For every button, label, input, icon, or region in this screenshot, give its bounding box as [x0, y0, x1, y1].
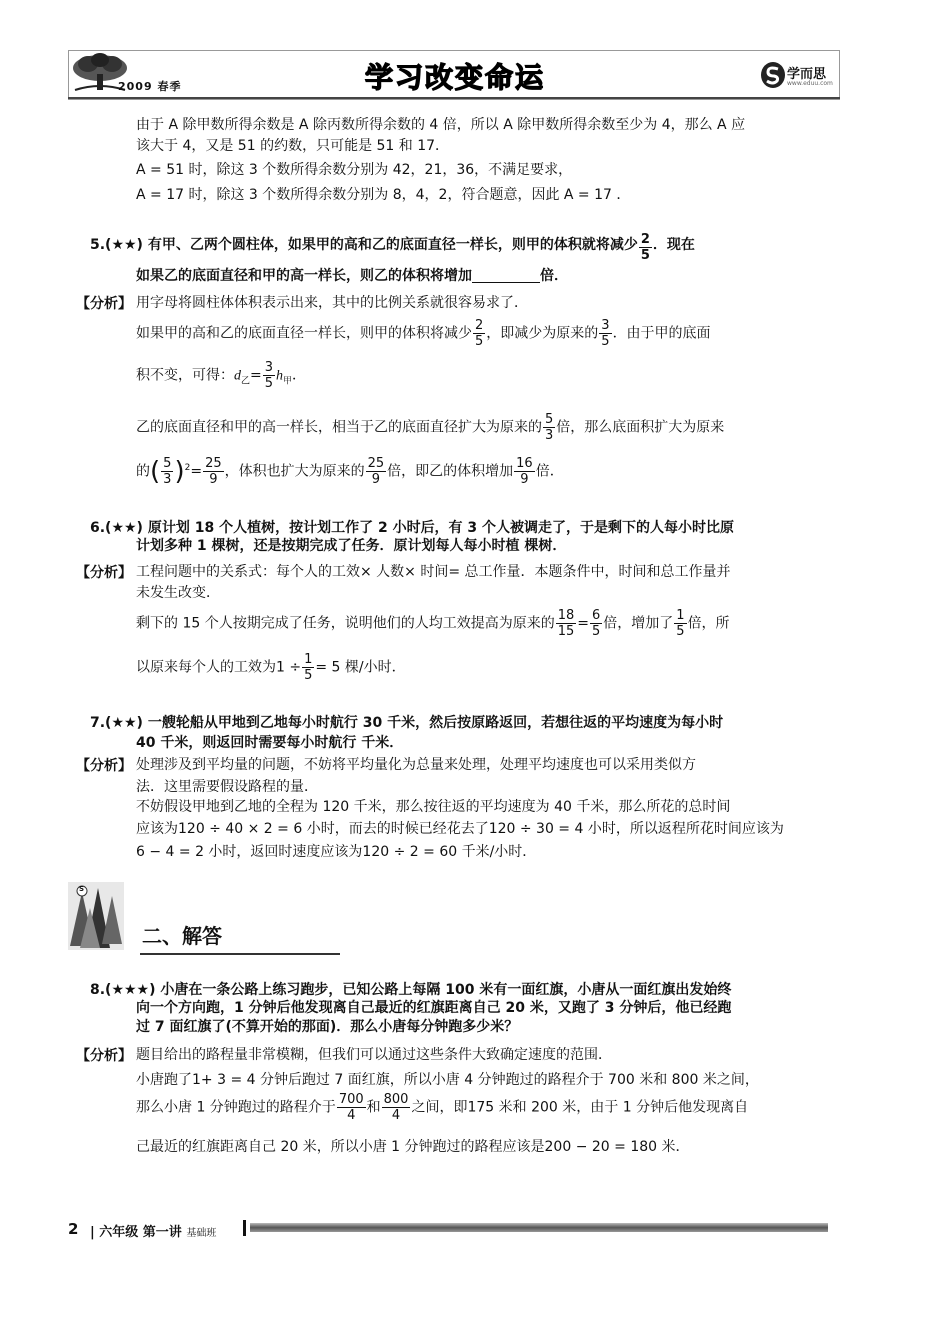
q7-analysis-3: 不妨假设甲地到乙地的全程为 120 千米，那么按往返的平均速度为 40 千米，那么所花的总时间 — [136, 799, 731, 815]
q8-analysis-2: 小唐跑了1+ 3 = 4 分钟后跑过 7 面红旗，所以小唐 4 分钟跑过的路程介于 700 米和 800 米之间， — [136, 1072, 759, 1088]
q8-analysis-tag: 【分析】 — [76, 1048, 132, 1064]
footer-separator — [243, 1220, 246, 1236]
q5-number: 5.(★★) — [90, 237, 143, 253]
p4-line-3: A = 51 时，除这 3 个数所得余数分别为 42，21，36，不满足要求， — [136, 162, 573, 178]
page-number: 2 — [68, 1220, 79, 1238]
q5-analysis-3: 积不变，可得：$d_乙=$ $\frac{3}{5}$ $h_甲$． — [136, 360, 307, 391]
q5-frac: $\frac{2}{5}$ — [640, 232, 650, 263]
xueersi-logo-icon — [760, 60, 786, 90]
p4-line-2: 该大于 4，又是 51 的约数，只可能是 51 和 17． — [136, 138, 450, 154]
q7-question: 7.(★★) 一艘轮船从甲地到乙地每小时航行 30 千米，然后按原路返回，若想往返的平均速度为每小时 — [90, 715, 724, 731]
q6-question-line-2: 计划多种 1 棵树，还是按期完成了任务．原计划每人每小时植 棵树． — [136, 538, 567, 554]
q5-analysis-4: 乙的底面直径和甲的高一样长，相当于乙的底面直径扩大为原来的 $\frac{5}{3}$ 倍，那么底面积扩大为原来 — [136, 412, 725, 443]
section-rule — [140, 953, 340, 955]
q5-text-1: 有甲、乙两个圆柱体，如果甲的高和乙的底面直径一样长，则甲的体积就将减少 — [147, 237, 638, 253]
header-brand: 学而思 — [787, 67, 827, 82]
footer-lesson: | 六年级 第一讲 基础班 — [90, 1225, 217, 1240]
q7-analysis-1: 处理涉及到平均量的问题，不妨将平均量化为总量来处理，处理平均速度也可以采用类似方 — [136, 757, 696, 773]
q5-analysis-2: 如果甲的高和乙的底面直径一样长，则甲的体积将减少 $\frac{2}{5}$ ，即减少为原来的 $\frac{3}{5}$ ．由于甲的底面 — [136, 318, 711, 349]
q5-question-line-2: 如果乙的底面直径和甲的高一样长，则乙的体积将增加 倍． — [136, 268, 568, 284]
header-slogan: 学习改变命运 — [364, 61, 545, 94]
q7-question-line-2: 40 千米，则返回时需要每小时航行 千米． — [136, 735, 404, 751]
q8-number: 8.(★★★) — [90, 982, 156, 998]
q8-question: 8.(★★★) 小唐在一条公路上练习跑步，已知公路上每隔 100 米有一面红旗，小唐从一面红旗出发始终 — [90, 982, 732, 998]
q5-analysis-tag: 【分析】 — [76, 296, 132, 312]
q6-analysis-4: 以原来每个人的工效为1 ÷ $\frac{1}{5}$ = 5 棵/小时． — [136, 652, 406, 683]
p4-line-4: A = 17 时，除这 3 个数所得余数分别为 8，4，2，符合题意，因此 A = 17 ． — [136, 187, 631, 203]
q7-analysis-tag: 【分析】 — [76, 758, 132, 774]
q6-analysis-tag: 【分析】 — [76, 565, 132, 581]
q8-analysis-3: 那么小唐 1 分钟跑过的路程介于 $\frac{700}{4}$ 和 $\frac{800}{4}$ 之间，即175 米和 200 米，由于 1 分钟后他发现离自 — [136, 1092, 749, 1123]
footer-bar — [250, 1223, 828, 1232]
header-season: 2009 春季 — [118, 80, 182, 93]
q7-analysis-5: 6 − 4 = 2 小时，返回时速度应该为120 ÷ 2 = 60 千米/小时． — [136, 844, 537, 860]
q7-analysis-4: 应该为120 ÷ 40 × 2 = 6 小时，而去的时候已经花去了120 ÷ 30 = 4 小时，所以返程所花时间应该为 — [136, 821, 784, 837]
header-rule — [68, 97, 840, 99]
q6-analysis-1: 工程问题中的关系式：每个人的工效× 人数× 时间= 总工作量．本题条件中，时间和总工作量并 — [136, 564, 731, 580]
q5-analysis-1: 用字母将圆柱体体积表示出来，其中的比例关系就很容易求了． — [136, 295, 528, 311]
section-title: 二、解答 — [142, 924, 222, 948]
cones-icon — [68, 882, 124, 950]
q6-question: 6.(★★) 原计划 18 个人植树，按计划工作了 2 小时后，有 3 个人被调走了，于是剩下的人每小时比原 — [90, 520, 735, 536]
q8-analysis-4: 己最近的红旗距离自己 20 米，所以小唐 1 分钟跑过的路程应该是200 − 20 = 180 米． — [136, 1139, 690, 1155]
p4-line-1: 由于 A 除甲数所得余数是 A 除丙数所得余数的 4 倍，所以 A 除甲数所得余数至少为 4，那么 A 应 — [136, 117, 746, 133]
header-brand-url: www.eduu.com — [787, 80, 833, 87]
q7-analysis-2: 法．这里需要假设路程的量． — [136, 779, 318, 795]
q5-question: 5.(★★) 有甲、乙两个圆柱体，如果甲的高和乙的底面直径一样长，则甲的体积就将减少 $\frac{2}{5}$ ．现在 — [90, 232, 695, 263]
q8-analysis-1: 题目给出的路程量非常模糊，但我们可以通过这些条件大致确定速度的范围． — [136, 1047, 612, 1063]
q8-question-line-3: 过 7 面红旗了(不算开始的那面)．那么小唐每分钟跑多少米？ — [136, 1019, 519, 1035]
q6-number: 6.(★★) — [90, 520, 143, 536]
q6-analysis-3: 剩下的 15 个人按期完成了任务，说明他们的人均工效提高为原来的 $\frac{18}{15}$ = $\frac{6}{5}$ 倍，增加了 $\frac{1}{5}$ 倍，所 — [136, 608, 730, 639]
q5-analysis-5: 的( $\frac{5}{3}$ )$^2$= $\frac{25}{9}$ ，体积也扩大为原来的 $\frac{25}{9}$ 倍，即乙的体积增加 $\frac{16}{9}$ 倍． — [136, 456, 564, 487]
q7-number: 7.(★★) — [90, 715, 143, 731]
q8-question-line-2: 向一个方向跑，1 分钟后他发现离自己最近的红旗距离自己 20 米，又跑了 3 分钟后，他已经跑 — [136, 1000, 732, 1016]
cones-badge: S — [79, 885, 85, 893]
answer-blank — [472, 268, 540, 283]
q6-analysis-2: 未发生改变． — [136, 585, 220, 601]
